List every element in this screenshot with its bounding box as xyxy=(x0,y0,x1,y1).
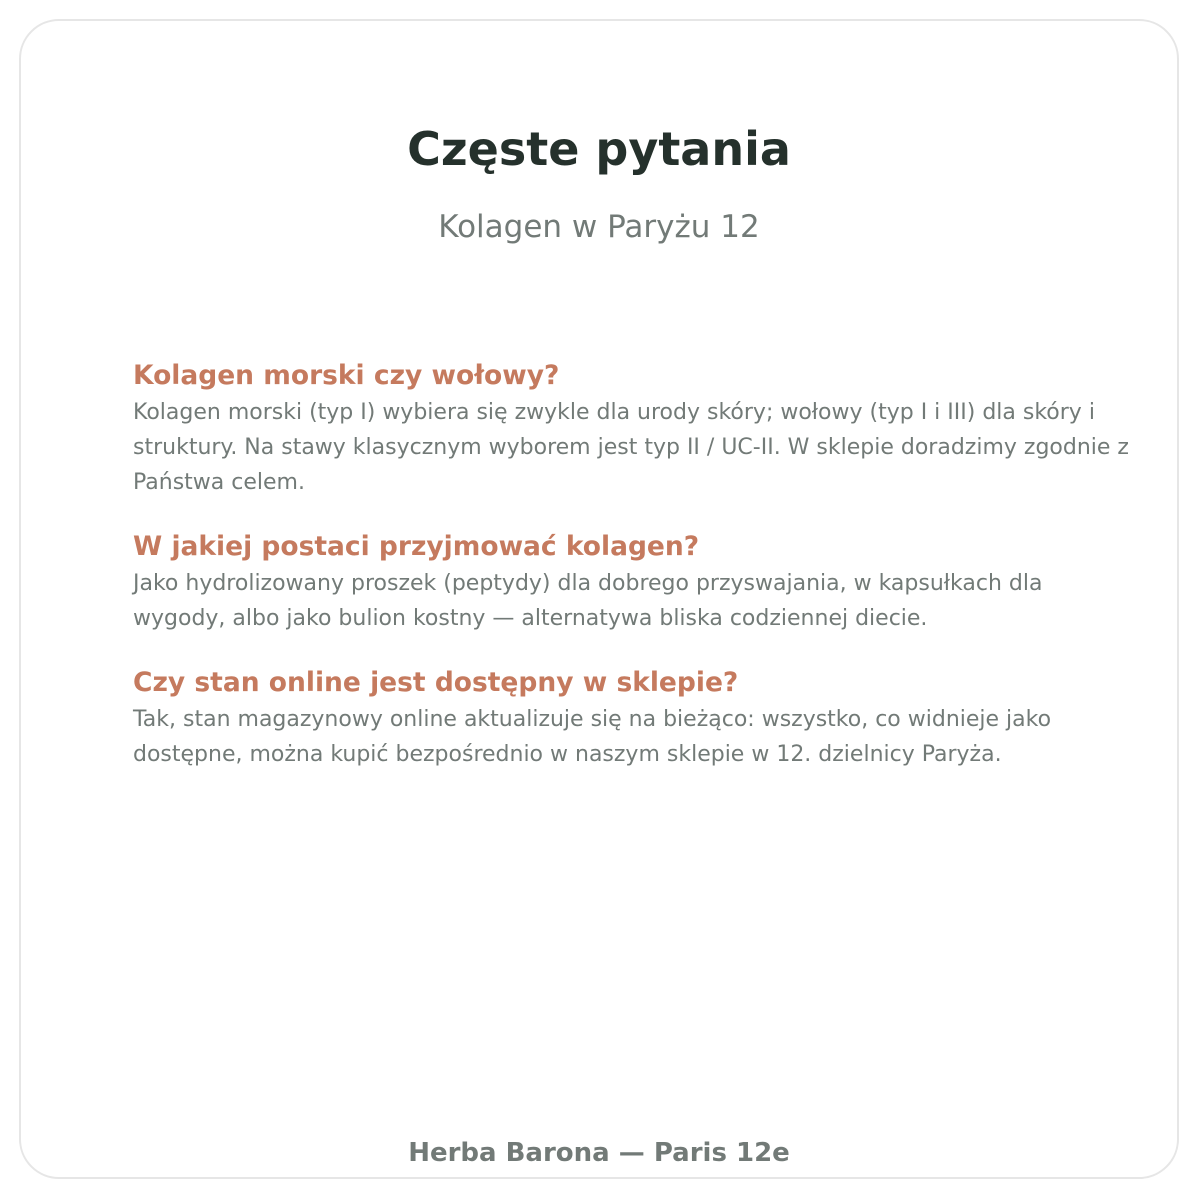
faq-item-1 xyxy=(133,357,1133,500)
faq-list xyxy=(133,357,1133,800)
footer-brand: Herba Barona — Paris 12e xyxy=(408,1138,790,1168)
faq-answer: Kolagen morski (typ I) wybiera się zwykle dla urody skóry; wołowy (typ I i III) dla skóry i struktury. Na stawy klasycznym wyborem jest typ II / UC-II. W sklepie doradzimy zgodnie z Państwa celem. xyxy=(133,400,1129,495)
faq-question: Kolagen morski czy wołowy? xyxy=(133,360,560,391)
page-subtitle: Kolagen w Paryżu 12 xyxy=(438,209,760,245)
page-title: Częste pytania xyxy=(407,122,791,176)
faq-card xyxy=(19,19,1179,1179)
faq-answer: Tak, stan magazynowy online aktualizuje się na bieżąco: wszystko, co widnieje jako dostępne, można kupić bezpośrednio w naszym sklepie w 12. dzielnicy Paryża. xyxy=(133,707,1052,767)
faq-answer: Jako hydrolizowany proszek (peptydy) dla dobrego przyswajania, w kapsułkach dla wygody, albo jako bulion kostny — alternatywa bliska codziennej diecie. xyxy=(133,571,1043,631)
faq-question: W jakiej postaci przyjmować kolagen? xyxy=(133,531,700,562)
faq-item-3 xyxy=(133,664,1133,772)
faq-question: Czy stan online jest dostępny w sklepie? xyxy=(133,667,739,698)
faq-item-2 xyxy=(133,528,1133,636)
